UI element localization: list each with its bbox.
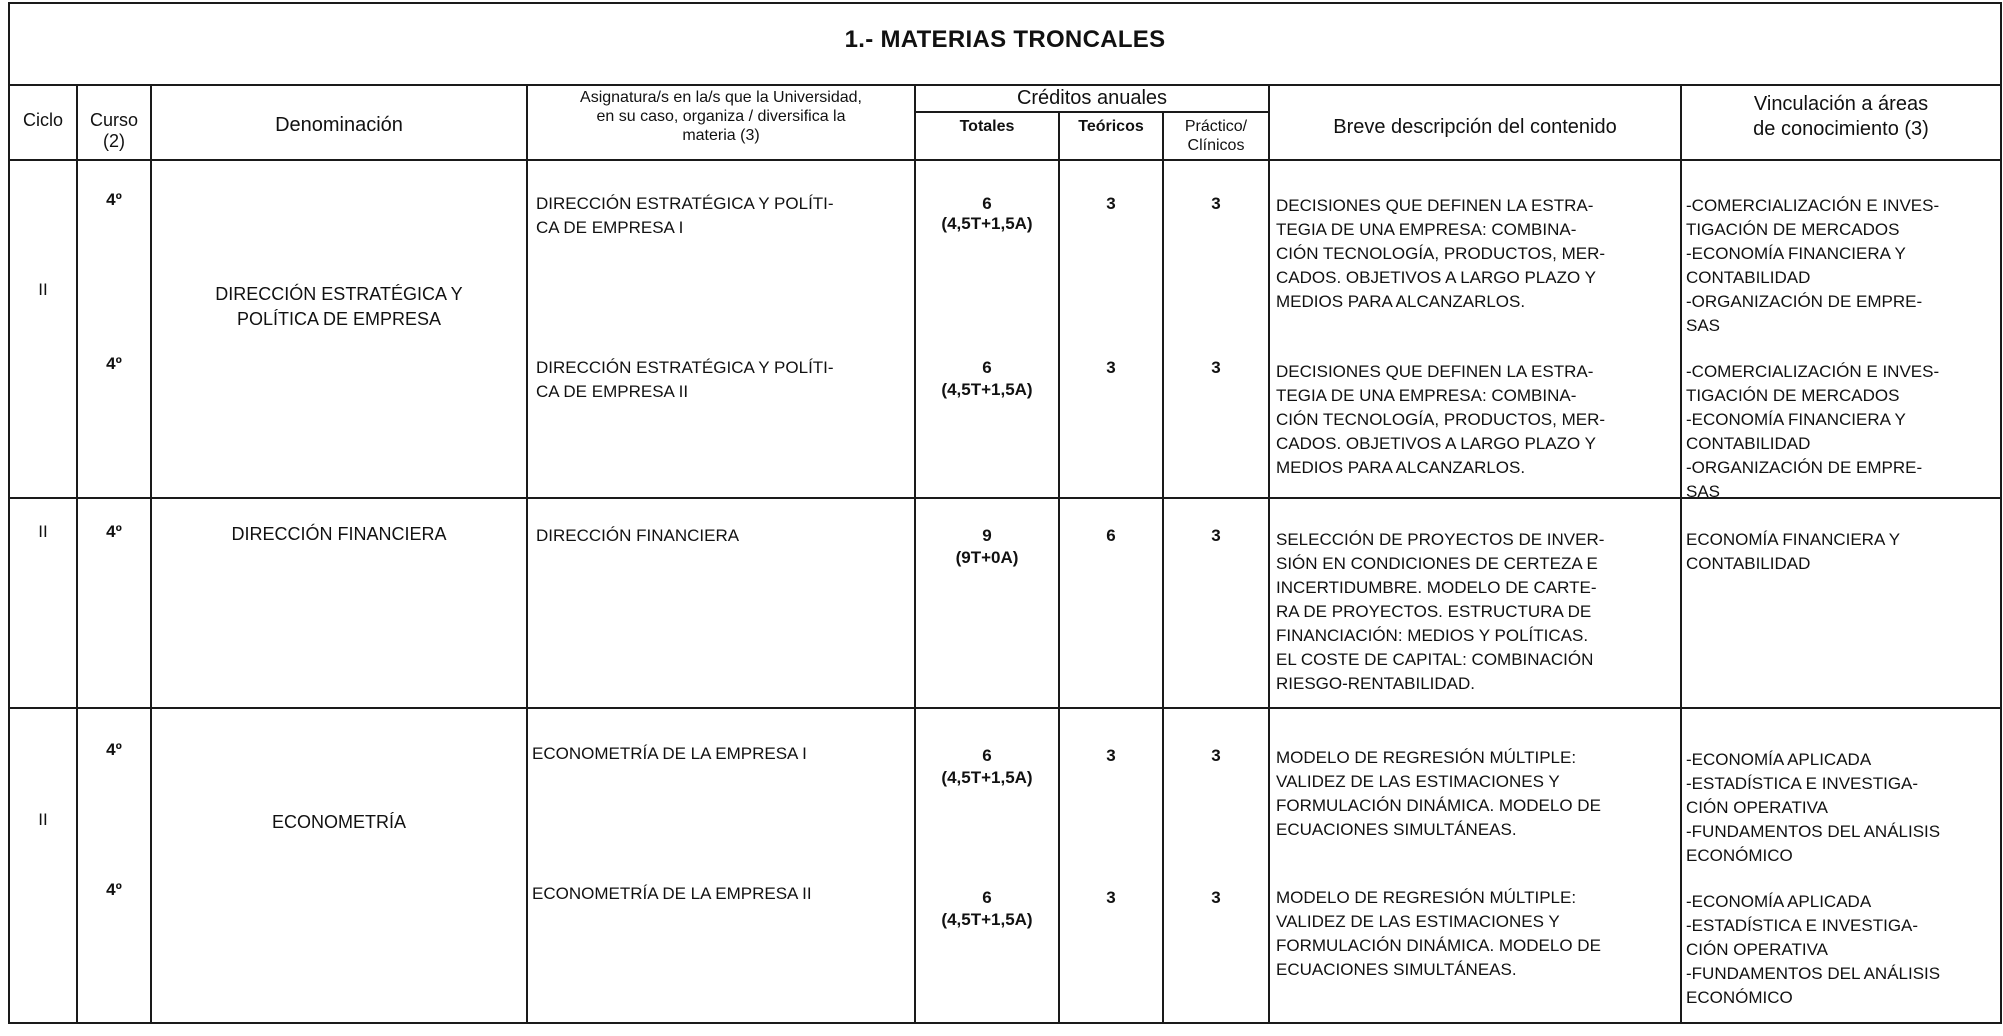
header-curso: Curso (2) — [89, 110, 138, 151]
descripcion-line: FORMULACIÓN DINÁMICA. MODELO DE — [1276, 796, 1601, 815]
vinculacion-line: CIÓN OPERATIVA — [1686, 940, 1829, 959]
asignatura-line: DIRECCIÓN ESTRATÉGICA Y POLÍTI- — [536, 358, 834, 377]
vinculacion-line: -FUNDAMENTOS DEL ANÁLISIS — [1686, 822, 1941, 841]
asignatura-line: CA DE EMPRESA I — [536, 218, 684, 237]
row-1-2-totales-detalle: (4,5T+1,5A) — [941, 380, 1033, 399]
vinculacion-line: -ESTADÍSTICA E INVESTIGA- — [1686, 774, 1919, 793]
header-divider — [8, 159, 2002, 161]
asignatura-line: ECONOMETRÍA DE LA EMPRESA I — [532, 744, 807, 763]
group-2-ciclo: II — [38, 522, 48, 541]
group-1-denominacion: DIRECCIÓN ESTRATÉGICA Y POLÍTICA DE EMPRESA — [215, 284, 463, 329]
col-divider-curso — [150, 84, 152, 1024]
row-3-1-asignatura — [532, 742, 906, 766]
row-3-2-totales: 6 — [982, 888, 992, 907]
row-3-2-curso: 4º — [106, 880, 122, 899]
header-descripcion: Breve descripción del contenido — [1333, 116, 1617, 138]
descripcion-line: VALIDEZ DE LAS ESTIMACIONES Y — [1276, 912, 1560, 931]
descripcion-line: MODELO DE REGRESIÓN MÚLTIPLE: — [1276, 888, 1577, 907]
vinculacion-line: ECONÓMICO — [1686, 846, 1793, 865]
group-2-denominacion: DIRECCIÓN FINANCIERA — [231, 524, 447, 544]
row-3-2-totales-detalle: (4,5T+1,5A) — [941, 910, 1033, 929]
row-1-2-vinculacion — [1686, 360, 1994, 504]
row-1-2-asignatura — [536, 356, 906, 404]
vinculacion-line: SAS — [1686, 482, 1721, 501]
asignatura-line: DIRECCIÓN FINANCIERA — [536, 526, 740, 545]
row-1-1-totales: 6 — [982, 194, 992, 213]
table-border-top — [8, 2, 2002, 4]
vinculacion-line: CONTABILIDAD — [1686, 268, 1811, 287]
creditos-divider — [914, 111, 1270, 113]
row-2-1-vinculacion — [1686, 528, 1994, 576]
group-divider-2 — [8, 707, 2002, 709]
vinculacion-line: CONTABILIDAD — [1686, 434, 1811, 453]
vinculacion-line: -FUNDAMENTOS DEL ANÁLISIS — [1686, 964, 1941, 983]
col-divider-practicos — [1268, 84, 1270, 1024]
descripcion-line: DECISIONES QUE DEFINEN LA ESTRA- — [1276, 196, 1594, 215]
descripcion-line: MEDIOS PARA ALCANZARLOS. — [1276, 458, 1526, 477]
descripcion-line: EL COSTE DE CAPITAL: COMBINACIÓN — [1276, 650, 1594, 669]
row-1-2-curso: 4º — [106, 354, 122, 373]
descripcion-line: FORMULACIÓN DINÁMICA. MODELO DE — [1276, 936, 1601, 955]
header-denominacion: Denominación — [275, 114, 403, 136]
row-2-1-totales-detalle: (9T+0A) — [955, 548, 1019, 567]
row-3-2-teoricos: 3 — [1106, 888, 1116, 907]
row-2-1-totales: 9 — [982, 526, 992, 545]
row-1-1-curso: 4º — [106, 190, 122, 209]
row-2-1-descripcion — [1276, 528, 1674, 696]
row-1-2-practicos: 3 — [1211, 358, 1221, 377]
col-divider-descripcion — [1680, 84, 1682, 1024]
descripcion-line: CADOS. OBJETIVOS A LARGO PLAZO Y — [1276, 268, 1596, 287]
table-border-right — [2000, 2, 2002, 1024]
table-border-left — [8, 2, 10, 1024]
header-vinculacion: Vinculación a áreas de conocimiento (3) — [1753, 93, 1929, 140]
row-2-1-practicos: 3 — [1211, 526, 1221, 545]
row-1-2-descripcion — [1276, 360, 1674, 480]
col-divider-denominacion — [526, 84, 528, 1024]
asignatura-line: ECONOMETRÍA DE LA EMPRESA II — [532, 884, 812, 903]
descripcion-line: INCERTIDUMBRE. MODELO DE CARTE- — [1276, 578, 1597, 597]
descripcion-line: RA DE PROYECTOS. ESTRUCTURA DE — [1276, 602, 1592, 621]
row-1-1-teoricos: 3 — [1106, 194, 1116, 213]
row-3-1-teoricos: 3 — [1106, 746, 1116, 765]
row-3-1-descripcion — [1276, 746, 1674, 842]
row-1-2-teoricos: 3 — [1106, 358, 1116, 377]
row-1-1-descripcion — [1276, 194, 1674, 314]
row-3-1-curso: 4º — [106, 740, 122, 759]
row-1-1-asignatura — [536, 192, 906, 240]
descripcion-line: CIÓN TECNOLOGÍA, PRODUCTOS, MER- — [1276, 410, 1606, 429]
title-divider — [8, 84, 2002, 86]
vinculacion-line: -COMERCIALIZACIÓN E INVES- — [1686, 362, 1940, 381]
vinculacion-line: -ECONOMÍA FINANCIERA Y — [1686, 410, 1906, 429]
descripcion-line: MEDIOS PARA ALCANZARLOS. — [1276, 292, 1526, 311]
table-border-bottom — [8, 1022, 2002, 1024]
header-ciclo: Ciclo — [22, 110, 63, 130]
vinculacion-line: -ECONOMÍA APLICADA — [1686, 892, 1872, 911]
row-2-1-asignatura — [536, 524, 906, 548]
row-3-1-practicos: 3 — [1211, 746, 1221, 765]
group-3-ciclo: II — [38, 810, 48, 829]
row-3-1-vinculacion — [1686, 748, 1994, 868]
descripcion-line: DECISIONES QUE DEFINEN LA ESTRA- — [1276, 362, 1594, 381]
vinculacion-line: ECONÓMICO — [1686, 988, 1793, 1007]
header-asignaturas: Asignatura/s en la/s que la Universidad, en su caso, organiza / diversifica la materia (3) — [580, 89, 862, 144]
descripcion-line: MODELO DE REGRESIÓN MÚLTIPLE: — [1276, 748, 1577, 767]
row-2-1-teoricos: 6 — [1106, 526, 1116, 545]
vinculacion-line: -ORGANIZACIÓN DE EMPRE- — [1686, 458, 1923, 477]
header-practicos-clinicos: Práctico/ Clínicos — [1184, 118, 1248, 154]
header-teoricos: Teóricos — [1078, 118, 1144, 135]
header-creditos-anuales: Créditos anuales — [1016, 87, 1168, 109]
row-1-2-totales: 6 — [982, 358, 992, 377]
vinculacion-line: TIGACIÓN DE MERCADOS — [1686, 386, 1900, 405]
header-totales: Totales — [959, 118, 1015, 135]
group-3-denominacion: ECONOMETRÍA — [271, 812, 406, 832]
asignatura-line: CA DE EMPRESA II — [536, 382, 689, 401]
descripcion-line: ECUACIONES SIMULTÁNEAS. — [1276, 820, 1517, 839]
row-3-2-practicos: 3 — [1211, 888, 1221, 907]
row-3-2-descripcion — [1276, 886, 1674, 982]
row-2-1-curso: 4º — [106, 522, 122, 541]
vinculacion-line: ECONOMÍA FINANCIERA Y — [1686, 530, 1901, 549]
row-3-2-asignatura — [532, 882, 906, 906]
descripcion-line: SELECCIÓN DE PROYECTOS DE INVER- — [1276, 530, 1605, 549]
vinculacion-line: CIÓN OPERATIVA — [1686, 798, 1829, 817]
descripcion-line: FINANCIACIÓN: MEDIOS Y POLÍTICAS. — [1276, 626, 1589, 645]
vinculacion-line: -COMERCIALIZACIÓN E INVES- — [1686, 196, 1940, 215]
row-1-1-vinculacion — [1686, 194, 1994, 338]
vinculacion-line: -ECONOMÍA APLICADA — [1686, 750, 1872, 769]
row-3-1-totales-detalle: (4,5T+1,5A) — [941, 768, 1033, 787]
row-1-1-totales-detalle: (4,5T+1,5A) — [941, 214, 1033, 233]
asignatura-line: DIRECCIÓN ESTRATÉGICA Y POLÍTI- — [536, 194, 834, 213]
descripcion-line: ECUACIONES SIMULTÁNEAS. — [1276, 960, 1517, 979]
vinculacion-line: -ESTADÍSTICA E INVESTIGA- — [1686, 916, 1919, 935]
descripcion-line: VALIDEZ DE LAS ESTIMACIONES Y — [1276, 772, 1560, 791]
descripcion-line: RIESGO-RENTABILIDAD. — [1276, 674, 1475, 693]
vinculacion-line: CONTABILIDAD — [1686, 554, 1811, 573]
group-1-ciclo: II — [38, 280, 48, 299]
descripcion-line: CADOS. OBJETIVOS A LARGO PLAZO Y — [1276, 434, 1596, 453]
vinculacion-line: SAS — [1686, 316, 1721, 335]
vinculacion-line: -ORGANIZACIÓN DE EMPRE- — [1686, 292, 1923, 311]
descripcion-line: CIÓN TECNOLOGÍA, PRODUCTOS, MER- — [1276, 244, 1606, 263]
descripcion-line: SIÓN EN CONDICIONES DE CERTEZA E — [1276, 554, 1598, 573]
row-3-2-vinculacion — [1686, 890, 1994, 1010]
descripcion-line: TEGIA DE UNA EMPRESA: COMBINA- — [1276, 386, 1577, 405]
row-3-1-totales: 6 — [982, 746, 992, 765]
table-title: 1.- MATERIAS TRONCALES — [844, 26, 1166, 53]
row-1-1-practicos: 3 — [1211, 194, 1221, 213]
vinculacion-line: -ECONOMÍA FINANCIERA Y — [1686, 244, 1906, 263]
vinculacion-line: TIGACIÓN DE MERCADOS — [1686, 220, 1900, 239]
descripcion-line: TEGIA DE UNA EMPRESA: COMBINA- — [1276, 220, 1577, 239]
